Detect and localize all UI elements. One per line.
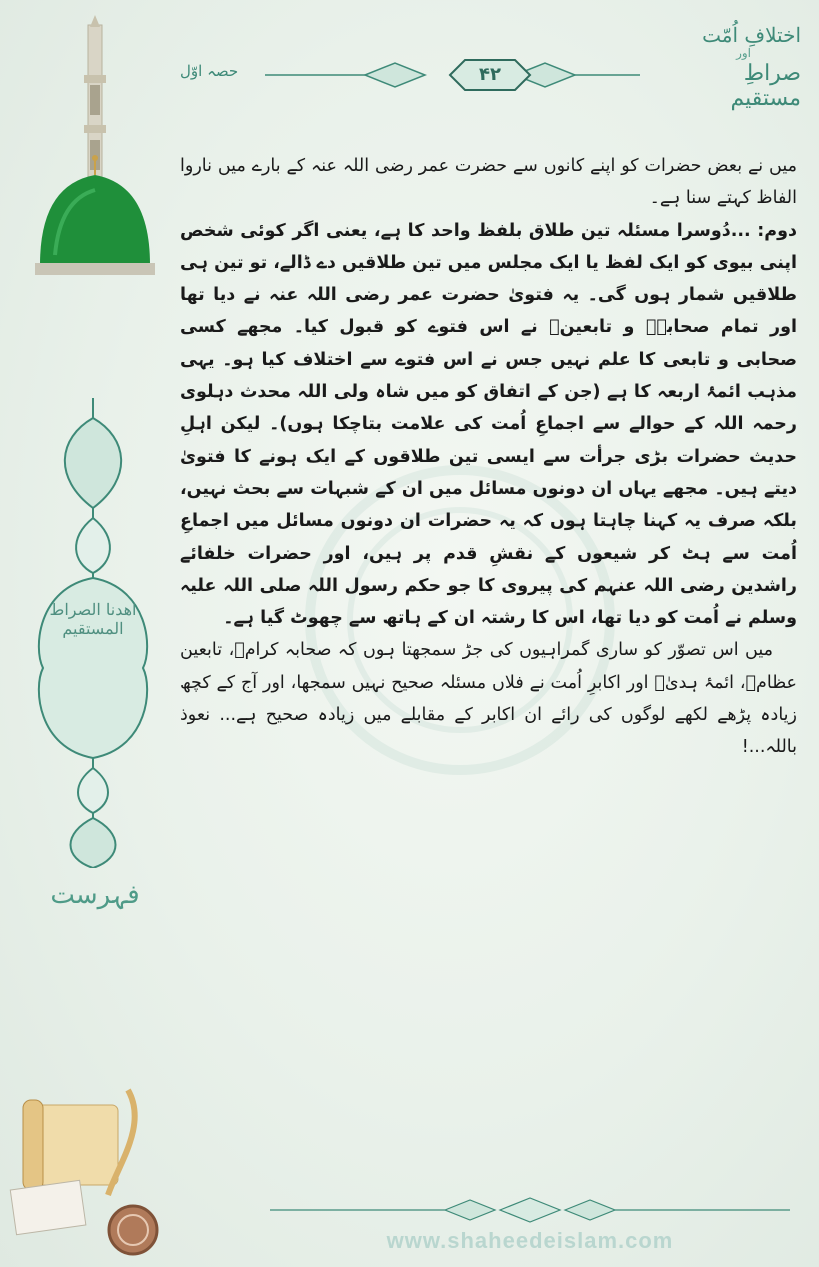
footer-ornament-rule xyxy=(270,1195,790,1225)
paragraph: دوم: ...دُوسرا مسئلہ تین طلاق بلفظ واحد کا ہے، یعنی اگر کوئی شخص اپنی بیوی کو ایک لفظ یا ایک مجلس میں تین طلاقیں دے ڈالے، تو تین ہی طلاقیں شمار ہوں گی۔ یہ فتویٰ حضرت عمر رضی اللہ عنہ نے دیا تھا اور تمام صحابہؓ و تابعینؒ نے اس فتوے کو قبول کیا۔ مجھے کسی صحابی و تابعی کا علم نہیں جس نے اس فتوے سے اختلاف کیا ہو۔ یہی مذہب ائمۂ اربعہ کا ہے (جن کے اتفاق کو میں شاہ ولی اللہ محدث دہلوی رحمہ اللہ کے حوالے سے اجماعِ اُمت کی علامت بتاچکا ہوں)۔ لیکن اہلِ حدیث حضرات بڑی جرأت سے ایسی تین طلاقوں کے ایک ہونے کا فتویٰ دیتے ہیں۔ مجھے یہاں ان دونوں مسائل میں ان کے شبہات سے بحث نہیں، بلکہ صرف یہ کہنا چاہتا ہوں کہ یہ حضرات ان دونوں مسائل میں اجماعِ اُمت سے ہٹ کر شیعوں کے نقشِ قدم پر ہیں، اور حضرات خلفائے راشدین رضی اللہ عنہم کی پیروی کا جو حکم رسول اللہ صلی اللہ علیہ وسلم نے اُمت کو دیا تھا، اس کا رشتہ ان کے ہاتھ سے چھوٹ گیا ہے۔ xyxy=(180,220,797,629)
paragraph: میں نے بعض حضرات کو اپنے کانوں سے حضرت عمر رضی اللہ عنہ کے بارے میں ناروا الفاظ کہتے سنا ہے۔ xyxy=(180,156,797,209)
website-link[interactable]: www.shaheedeislam.com xyxy=(386,1228,674,1253)
index-link[interactable]: فہرست xyxy=(50,880,140,910)
book-title-line1: اختلافِ اُمّت xyxy=(702,23,801,47)
ornament-calligraphy: اهدنا الصراط المستقیم xyxy=(49,600,137,638)
book-title-line2: صراطِ مستقیم xyxy=(730,60,801,112)
book-title-connector: اور xyxy=(736,46,751,60)
book-title xyxy=(671,24,801,111)
page-number: ۴۲ xyxy=(479,64,501,85)
body-text xyxy=(180,150,797,764)
scroll-quill-illustration xyxy=(8,1085,168,1260)
paragraph: میں اس تصوّر کو ساری گمراہیوں کی جڑ سمجھتا ہوں کہ صحابہ کرامؓ، تابعین عظامؒ، ائمۂ ہدیٰؒ اور اکابرِ اُمت نے فلاں مسئلہ صحیح نہیں سمجھا، اور آج کے کچھ زیادہ پڑھے لکھے لوگوں کی رائے ان اکابر کے مقابلے میں زیادہ صحیح ہے... نعوذ باللہ...! xyxy=(180,640,797,758)
part-label: حصہ اوّل xyxy=(180,62,239,80)
minaret-dome-illustration xyxy=(30,15,160,290)
